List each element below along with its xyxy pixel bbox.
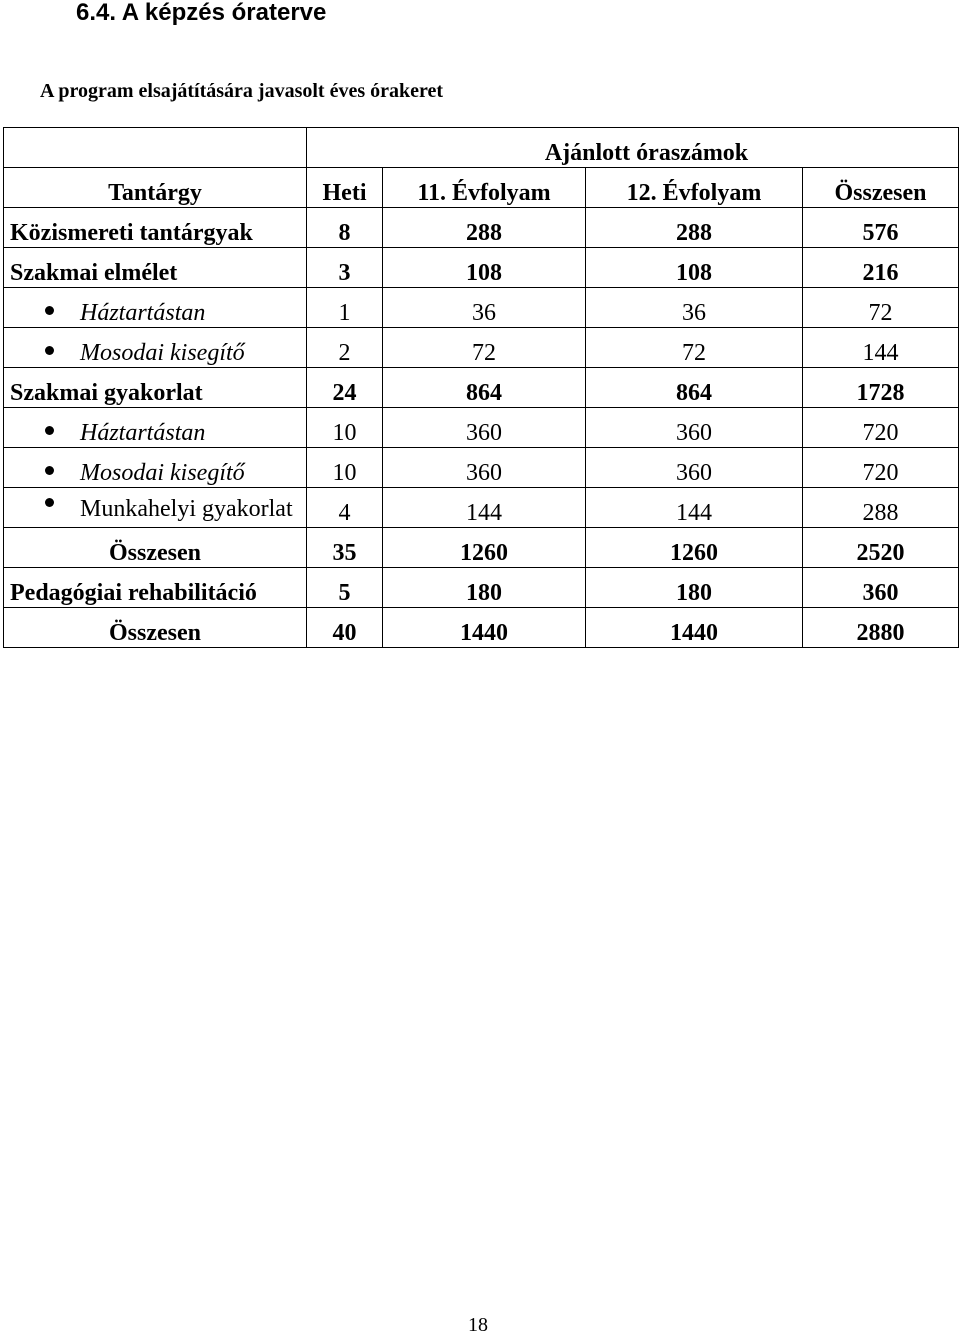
table-row <box>4 448 959 488</box>
row-weekly: 3 <box>307 248 383 288</box>
section-heading: 6.4. A képzés óraterve <box>76 0 327 26</box>
table-header-row <box>4 168 959 208</box>
row-grade-12: 36 <box>586 288 803 328</box>
row-subject: Háztartástan <box>80 300 206 326</box>
table-corner-cell <box>4 128 307 168</box>
row-grade-11: 108 <box>383 248 586 288</box>
row-total: 1728 <box>803 368 959 408</box>
row-subject-cell <box>4 328 307 368</box>
row-subject: Összesen <box>4 528 307 568</box>
row-subject: Összesen <box>4 608 307 648</box>
row-subject-cell <box>4 288 307 328</box>
row-subject-cell <box>4 408 307 448</box>
bullet-icon <box>45 466 54 475</box>
row-weekly: 10 <box>307 448 383 488</box>
table-row <box>4 248 959 288</box>
table-row <box>4 408 959 448</box>
table-row <box>4 608 959 648</box>
row-total: 576 <box>803 208 959 248</box>
row-total: 2520 <box>803 528 959 568</box>
row-grade-11: 864 <box>383 368 586 408</box>
column-header-grade-12: 12. Évfolyam <box>586 168 803 208</box>
row-subject-cell <box>4 448 307 488</box>
table-row <box>4 568 959 608</box>
row-grade-11: 180 <box>383 568 586 608</box>
table-group-header: Ajánlott óraszámok <box>307 128 959 168</box>
row-grade-12: 360 <box>586 448 803 488</box>
table-row <box>4 528 959 568</box>
row-total: 720 <box>803 408 959 448</box>
row-weekly: 8 <box>307 208 383 248</box>
row-subject: Szakmai gyakorlat <box>4 368 307 408</box>
table-row <box>4 368 959 408</box>
row-grade-11: 360 <box>383 448 586 488</box>
table-group-header-row <box>4 128 959 168</box>
row-weekly: 2 <box>307 328 383 368</box>
table-row <box>4 208 959 248</box>
bullet-icon <box>45 306 54 315</box>
hours-table <box>3 127 959 648</box>
section-subheading: A program elsajátítására javasolt éves órakeret <box>40 80 444 102</box>
row-subject: Mosodai kisegítő <box>80 460 245 486</box>
table-row <box>4 288 959 328</box>
row-subject-cell <box>4 488 307 528</box>
row-total: 144 <box>803 328 959 368</box>
row-weekly: 10 <box>307 408 383 448</box>
row-grade-12: 1440 <box>586 608 803 648</box>
row-subject: Szakmai elmélet <box>4 248 307 288</box>
column-header-weekly: Heti <box>307 168 383 208</box>
bullet-icon <box>45 498 54 507</box>
row-weekly: 4 <box>307 488 383 528</box>
row-grade-12: 1260 <box>586 528 803 568</box>
row-grade-11: 360 <box>383 408 586 448</box>
row-grade-12: 72 <box>586 328 803 368</box>
bullet-icon <box>45 346 54 355</box>
row-total: 288 <box>803 488 959 528</box>
row-grade-12: 108 <box>586 248 803 288</box>
row-grade-11: 288 <box>383 208 586 248</box>
page-number: 18 <box>468 1314 488 1336</box>
column-header-total: Összesen <box>803 168 959 208</box>
table-row <box>4 328 959 368</box>
row-weekly: 24 <box>307 368 383 408</box>
row-subject: Közismereti tantárgyak <box>4 208 307 248</box>
row-grade-11: 144 <box>383 488 586 528</box>
row-weekly: 35 <box>307 528 383 568</box>
row-grade-11: 36 <box>383 288 586 328</box>
row-total: 216 <box>803 248 959 288</box>
column-header-grade-11: 11. Évfolyam <box>383 168 586 208</box>
row-total: 2880 <box>803 608 959 648</box>
row-weekly: 5 <box>307 568 383 608</box>
row-grade-12: 864 <box>586 368 803 408</box>
row-total: 360 <box>803 568 959 608</box>
row-subject: Háztartástan <box>80 420 206 446</box>
row-subject: Pedagógiai rehabilitáció <box>4 568 307 608</box>
table-row <box>4 488 959 528</box>
row-grade-11: 1260 <box>383 528 586 568</box>
row-total: 720 <box>803 448 959 488</box>
row-grade-12: 360 <box>586 408 803 448</box>
row-grade-12: 144 <box>586 488 803 528</box>
row-grade-12: 288 <box>586 208 803 248</box>
row-subject: Munkahelyi gyakorlat <box>80 496 293 522</box>
row-weekly: 1 <box>307 288 383 328</box>
row-grade-12: 180 <box>586 568 803 608</box>
row-weekly: 40 <box>307 608 383 648</box>
column-header-subject: Tantárgy <box>4 168 307 208</box>
row-grade-11: 72 <box>383 328 586 368</box>
bullet-icon <box>45 426 54 435</box>
row-subject: Mosodai kisegítő <box>80 340 245 366</box>
row-total: 72 <box>803 288 959 328</box>
row-grade-11: 1440 <box>383 608 586 648</box>
